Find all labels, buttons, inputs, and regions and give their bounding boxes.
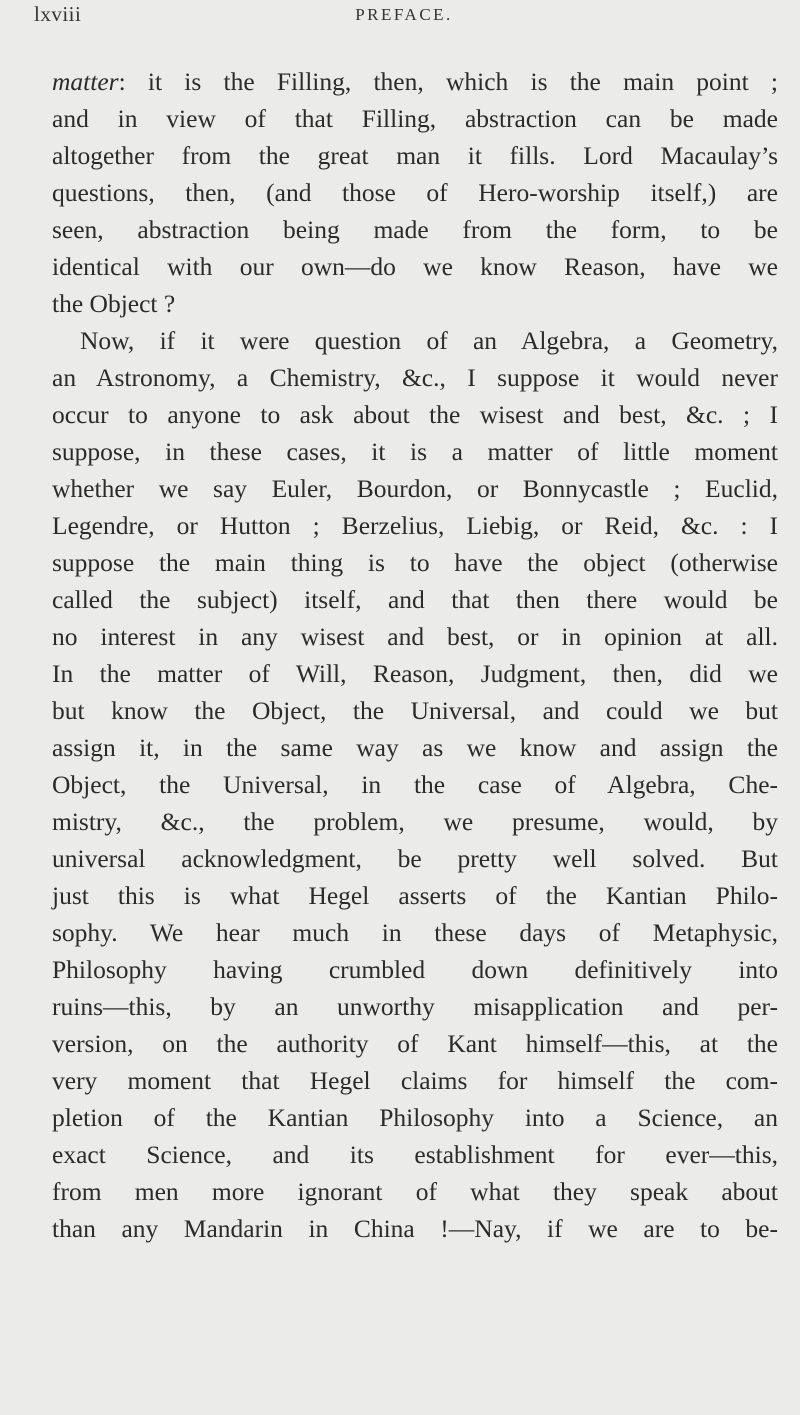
- text-line: Philosophy having crumbled down definitively into: [52, 955, 778, 984]
- text-line: from men more ignorant of what they speak about: [52, 1177, 778, 1206]
- text-line: than any Mandarin in China !—Nay, if we are to be-: [52, 1214, 778, 1243]
- text-line: altogether from the great man it fills. Lord Macaulay’s: [52, 141, 778, 170]
- text-line: just this is what Hegel asserts of the Kantian Philo-: [52, 881, 778, 910]
- text-line: exact Science, and its establishment for ever—this,: [52, 1140, 778, 1169]
- text-line: matter: it is the Filling, then, which is the main point ;: [52, 67, 778, 96]
- text-line: the Object ?: [52, 289, 176, 318]
- text-line: questions, then, (and those of Hero-worship itself,) are: [52, 178, 778, 207]
- text-line: no interest in any wisest and best, or in opinion at all.: [52, 622, 778, 651]
- text-line: pletion of the Kantian Philosophy into a Science, an: [52, 1103, 778, 1132]
- text-line: very moment that Hegel claims for himself the com-: [52, 1066, 778, 1095]
- page-number: lxviii: [34, 2, 82, 26]
- text-line: whether we say Euler, Bourdon, or Bonnycastle ; Euclid,: [52, 474, 778, 503]
- text-line: suppose the main thing is to have the object (otherwise: [52, 548, 778, 577]
- text-line: ruins—this, by an unworthy misapplication and per-: [52, 992, 778, 1021]
- text-line: mistry, &c., the problem, we presume, would, by: [52, 807, 778, 836]
- text-line: occur to anyone to ask about the wisest and best, &c. ; I: [52, 400, 778, 429]
- text-line: Now, if it were question of an Algebra, a Geometry,: [80, 326, 778, 355]
- text-line: universal acknowledgment, be pretty well solved. But: [52, 844, 778, 873]
- text-line: an Astronomy, a Chemistry, &c., I suppose it would never: [52, 363, 778, 392]
- text-line: In the matter of Will, Reason, Judgment, then, did we: [52, 659, 778, 688]
- text-line: sophy. We hear much in these days of Metaphysic,: [52, 918, 778, 947]
- text-line: and in view of that Filling, abstraction can be made: [52, 104, 778, 133]
- running-title: PREFACE.: [355, 5, 453, 24]
- text-line: seen, abstraction being made from the form, to be: [52, 215, 778, 244]
- text-line: suppose, in these cases, it is a matter of little moment: [52, 437, 778, 466]
- text-line: assign it, in the same way as we know and assign the: [52, 733, 778, 762]
- running-head: [34, 2, 774, 32]
- text-line: Legendre, or Hutton ; Berzelius, Liebig, or Reid, &c. : I: [52, 511, 778, 540]
- italic-word: matter: [52, 67, 119, 96]
- text-line: identical with our own—do we know Reason, have we: [52, 252, 778, 281]
- text-line: version, on the authority of Kant himself—this, at the: [52, 1029, 778, 1058]
- body-text: [52, 63, 778, 1247]
- text-line: called the subject) itself, and that then there would be: [52, 585, 778, 614]
- text-line: Object, the Universal, in the case of Algebra, Che-: [52, 770, 778, 799]
- text-line: but know the Object, the Universal, and could we but: [52, 696, 778, 725]
